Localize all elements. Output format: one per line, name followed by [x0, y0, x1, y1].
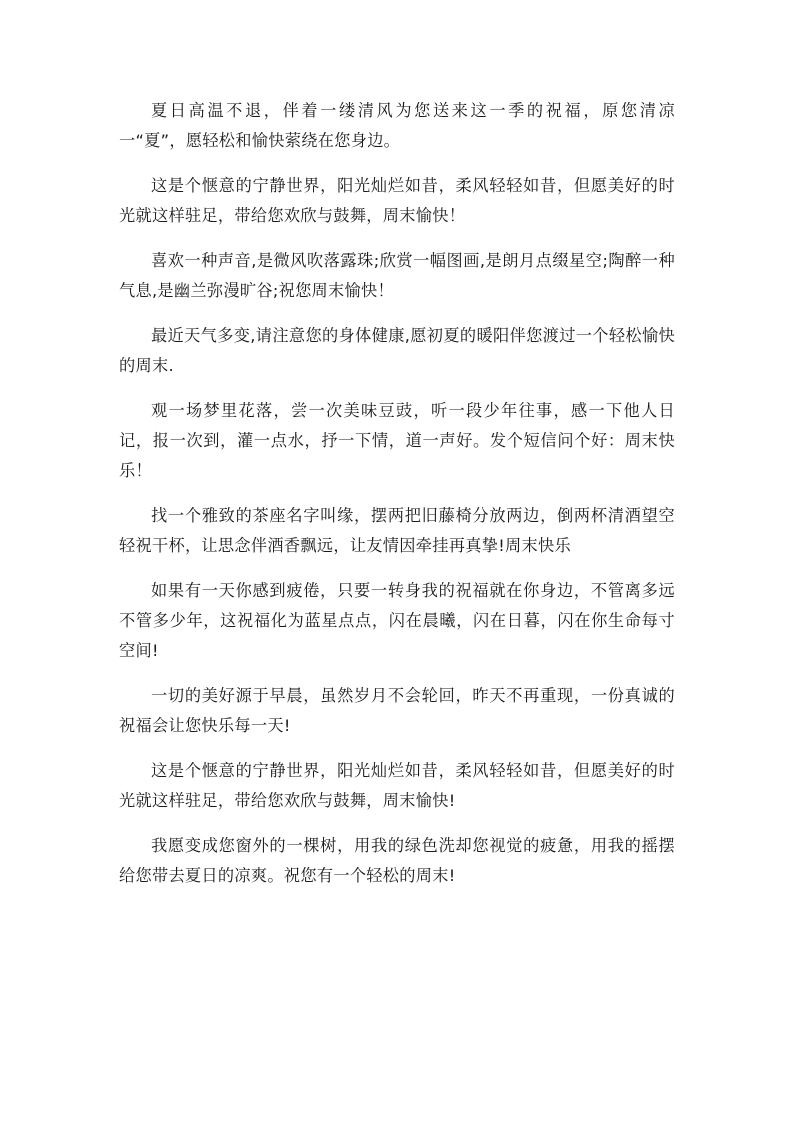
paragraph-5: 观一场梦里花落，尝一次美味豆豉，听一段少年往事，感一下他人日记，报一次到，灌一点水，抒一下情，道一声好。发个短信问个好：周末快乐！	[119, 401, 675, 480]
paragraph-7: 如果有一天你感到疲倦，只要一转身我的祝福就在你身边，不管离多远不管多少年，这祝福化为蓝星点点，闪在晨曦，闪在日暮，闪在你生命每寸空间!	[119, 581, 675, 660]
paragraph-2: 这是个惬意的宁静世界，阳光灿烂如昔，柔风轻轻如昔，但愿美好的时光就这样驻足，带给您欢欣与鼓舞，周末愉快！	[119, 176, 675, 225]
document-body	[119, 96, 675, 906]
paragraph-9: 这是个惬意的宁静世界，阳光灿烂如昔，柔风轻轻如昔，但愿美好的时光就这样驻足，带给您欢欣与鼓舞，周末愉快!	[119, 761, 675, 810]
paragraph-10: 我愿变成您窗外的一棵树，用我的绿色洗却您视觉的疲惫，用我的摇摆给您带去夏日的凉爽。祝您有一个轻松的周末!	[119, 836, 675, 885]
paragraph-8: 一切的美好源于早晨，虽然岁月不会轮回，昨天不再重现，一份真诚的祝福会让您快乐每一天!	[119, 686, 675, 735]
paragraph-4: 最近天气多变,请注意您的身体健康,愿初夏的暖阳伴您渡过一个轻松愉快的周末.	[119, 326, 675, 375]
paragraph-3: 喜欢一种声音,是微风吹落露珠;欣赏一幅图画,是朗月点缀星空;陶醉一种气息,是幽兰弥漫旷谷;祝您周末愉快！	[119, 251, 675, 300]
paragraph-1: 夏日高温不退，伴着一缕清风为您送来这一季的祝福，原您清凉一“夏”，愿轻松和愉快萦绕在您身边。	[119, 101, 675, 150]
paragraph-6: 找一个雅致的茶座名字叫缘，摆两把旧藤椅分放两边，倒两杯清酒望空轻祝干杯，让思念伴酒香飘远，让友情因牵挂再真挚!周末快乐	[119, 506, 675, 555]
